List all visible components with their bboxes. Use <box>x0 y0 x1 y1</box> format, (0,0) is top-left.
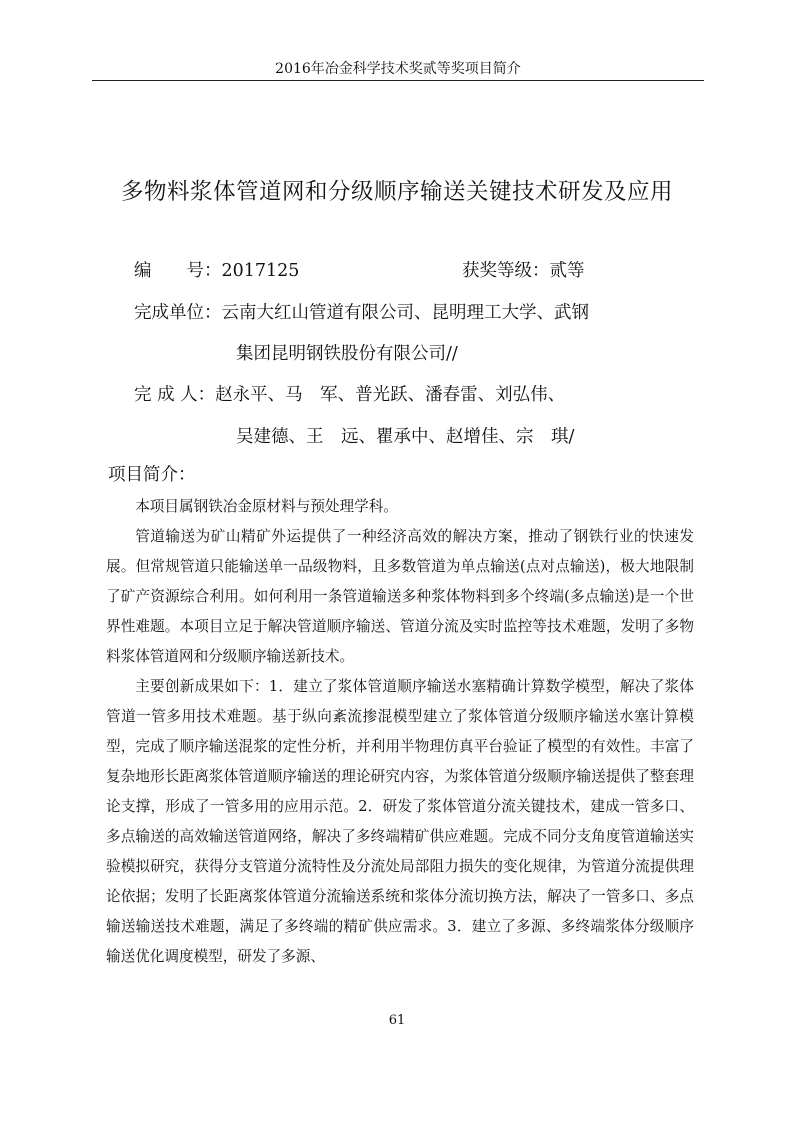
unit-row <box>134 298 589 328</box>
award-label: 获奖等级： <box>462 261 550 281</box>
number-value: 2017125 <box>221 261 300 281</box>
people-line-1: 赵永平、马 军、普光跃、潘春雷、刘弘伟、 <box>215 385 566 405</box>
unit-line-2: 集团昆明钢铁股份有限公司// <box>236 344 458 364</box>
paragraph-discipline: 本项目属钢铁冶金原材料与预处理学科。 <box>135 498 398 515</box>
number-label: 编 号： <box>134 261 222 281</box>
section-title: 项目简介： <box>108 465 196 485</box>
page-header-text: 2016年冶金科学技术奖贰等奖项目简介 <box>275 61 521 77</box>
page-header <box>92 58 704 81</box>
people-row <box>134 380 565 410</box>
page-number: 61 <box>388 1013 406 1028</box>
unit-line-1: 云南大红山管道有限公司、昆明理工大学、武钢 <box>221 303 589 323</box>
award-row <box>462 256 585 286</box>
people-label: 完 成 人： <box>134 385 216 405</box>
people-row-continued <box>236 422 574 452</box>
unit-label: 完成单位： <box>134 303 222 323</box>
paragraph-background: 管道输送为矿山精矿外运提供了一种经济高效的解决方案，推动了钢铁行业的快速发展。但常规管道只能输送单一品级物料，且多数管道为单点输送(点对点输送)，极大地限制了矿产资源综合利用。如何利用一条管道输送多种浆体物料到多个终端(多点输送)是一个世界性难题。本项目立足于解决管道顺序输送、管道分流及实时监控等技术难题，发明了多物料浆体管道网和分级顺序输送新技术。 <box>106 528 694 665</box>
paragraph-innovations: 主要创新成果如下：1．建立了浆体管道顺序输送水塞精确计算数学模型，解决了浆体管道一管多用技术难题。基于纵向紊流掺混模型建立了浆体管道分级顺序输送水塞计算模型，完成了顺序输送混浆的定性分析，并利用半物理仿真平台验证了模型的有效性。丰富了复杂地形长距离浆体管道顺序输送的理论研究内容，为浆体管道分级顺序输送提供了整套理论支撑，形成了一管多用的应用示范。2．研发了浆体管道分流关键技术，建成一管多口、多点输送的高效输送管道网络，解决了多终端精矿供应难题。完成不同分支角度管道输送实验模拟研究，获得分支管道分流特性及分流处局部阻力损失的变化规律，为管道分流提供理论依据；发明了长距离浆体管道分流输送系统和浆体分流切换方法，解决了一管多口、多点输送输送技术难题，满足了多终端的精矿供应需求。3．建立了多源、多终端浆体分级顺序输送优化调度模型，研发了多源、 <box>106 678 694 965</box>
people-line-2: 吴建德、王 远、瞿承中、赵增佳、宗 琪/ <box>236 427 575 447</box>
unit-row-continued <box>236 339 458 369</box>
award-value: 贰等 <box>549 261 585 281</box>
project-description <box>106 492 694 972</box>
number-row <box>134 256 299 286</box>
document-title: 多物料浆体管道网和分级顺序输送关键技术研发及应用 <box>120 179 673 205</box>
